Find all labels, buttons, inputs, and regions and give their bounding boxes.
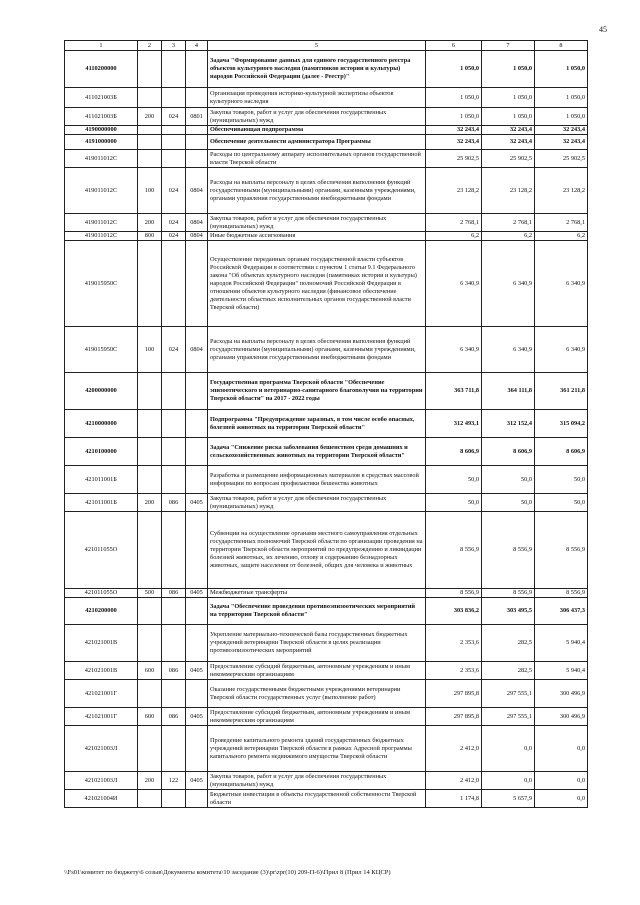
- row-description: Предоставление субсидий бюджетным, автономным учреждениям и иным некоммерческим организациям: [208, 708, 426, 726]
- row-value-col6: 23 128,2: [426, 168, 482, 214]
- row-description: Расходы на выплаты персоналу в целях обеспечения выполнения функций государственными (муниципальными) органами, казенными учреждениями, органами управления государственными внебюджетными фондами: [208, 168, 426, 214]
- table-row: [65, 598, 588, 625]
- row-value-col6: 6 340,9: [426, 241, 482, 327]
- row-value-col7: 50,0: [482, 494, 535, 512]
- row-value-col6: 2 412,0: [426, 726, 482, 772]
- row-value-col6: 2 353,6: [426, 625, 482, 662]
- row-value-col8: 0,0: [535, 790, 588, 808]
- row-section: [138, 438, 162, 466]
- row-ministry: [162, 135, 186, 150]
- row-section: [138, 625, 162, 662]
- row-code: 411021003Б: [65, 108, 138, 126]
- row-description: Подпрограмма "Предупреждение заразных, в том числе особо опасных, болезней животных на территории Тверской области": [208, 410, 426, 438]
- row-value-col6: 1 050,0: [426, 88, 482, 108]
- row-ministry: [162, 410, 186, 438]
- row-subsection: [186, 410, 208, 438]
- row-code: 421021001Г: [65, 708, 138, 726]
- row-ministry: [162, 150, 186, 168]
- row-description: Расходы по центральному аппарату исполнительных органов государственной власти Тверской области: [208, 150, 426, 168]
- row-subsection: [186, 135, 208, 150]
- row-section: [138, 790, 162, 808]
- row-value-col8: 32 243,4: [535, 135, 588, 150]
- row-description: Иные бюджетные ассигнования: [208, 232, 426, 241]
- row-subsection: [186, 512, 208, 589]
- table-row: [65, 214, 588, 232]
- table-row: [65, 726, 588, 772]
- row-ministry: 024: [162, 214, 186, 232]
- row-value-col7: 303 495,5: [482, 598, 535, 625]
- row-value-col7: 6 340,9: [482, 241, 535, 327]
- row-value-col7: 8 556,9: [482, 512, 535, 589]
- row-ministry: 086: [162, 589, 186, 598]
- row-code: 421021001В: [65, 625, 138, 662]
- row-description: Расходы на выплаты персоналу в целях обеспечения выполнения функций государственными (муниципальными) органами, казенными учреждениями, органами управления государственными внебюджетными фондами: [208, 327, 426, 373]
- row-value-col6: 50,0: [426, 466, 482, 494]
- row-subsection: [186, 88, 208, 108]
- row-description: Государственная программа Тверской области "Обеспечение эпизоотического и ветеринарно-санитарного благополучия на территории Тверской области" на 2017 - 2022 годы: [208, 373, 426, 410]
- row-value-col7: 8 556,9: [482, 589, 535, 598]
- row-subsection: 0405: [186, 494, 208, 512]
- row-section: 800: [138, 232, 162, 241]
- row-ministry: [162, 51, 186, 88]
- row-value-col7: 6 340,9: [482, 327, 535, 373]
- row-value-col7: 0,0: [482, 726, 535, 772]
- row-description: Закупка товаров, работ и услуг для обеспечения государственных (муниципальных) нужд: [208, 772, 426, 790]
- table-row: [65, 232, 588, 241]
- footer-file-path: \\Fs01\комитет по бюджету\6 созыв\Документы комитета\10 заседание (3)\pr\zpr(10) 209-П-6)\Прил 8 (Прил 14 КЦСР): [64, 869, 391, 876]
- row-value-col8: 23 128,2: [535, 168, 588, 214]
- row-value-col6: 8 556,9: [426, 589, 482, 598]
- row-ministry: [162, 438, 186, 466]
- row-value-col8: 315 094,2: [535, 410, 588, 438]
- column-header: 1: [65, 41, 138, 51]
- row-section: 200: [138, 108, 162, 126]
- column-header: 6: [426, 41, 482, 51]
- row-code: 4210000000: [65, 410, 138, 438]
- table-row: [65, 126, 588, 135]
- row-code: 421011055О: [65, 512, 138, 589]
- row-value-col8: 6,2: [535, 232, 588, 241]
- table-row: [65, 589, 588, 598]
- row-subsection: [186, 126, 208, 135]
- row-ministry: [162, 625, 186, 662]
- row-section: [138, 410, 162, 438]
- page-number: 45: [599, 25, 607, 34]
- row-value-col8: 1 050,0: [535, 88, 588, 108]
- row-subsection: [186, 150, 208, 168]
- row-value-col7: 25 902,5: [482, 150, 535, 168]
- row-section: [138, 126, 162, 135]
- row-value-col7: 297 555,1: [482, 680, 535, 708]
- table-row: [65, 135, 588, 150]
- row-subsection: [186, 726, 208, 772]
- row-subsection: [186, 438, 208, 466]
- row-code: 4191000000: [65, 135, 138, 150]
- row-value-col8: 50,0: [535, 494, 588, 512]
- row-value-col8: 32 243,4: [535, 126, 588, 135]
- row-section: 100: [138, 327, 162, 373]
- column-header: 7: [482, 41, 535, 51]
- table-row: [65, 772, 588, 790]
- row-code: 419011012С: [65, 232, 138, 241]
- row-description: Осуществление переданных органам государственной власти субъектов Российской Федерации в соответствии с пунктом 1 статьи 9.1 Федерального закона "Об объектах культурного наследия (памятниках истории и культуры) народов Российской Федерации" полномочий Российской Федерации в отношении объектов культурного наследия (финансовое обеспечение деятельности областных исполнительных органов государственной власти Тверской области): [208, 241, 426, 327]
- row-subsection: 0804: [186, 214, 208, 232]
- row-subsection: [186, 51, 208, 88]
- row-subsection: 0801: [186, 108, 208, 126]
- row-value-col6: 1 174,8: [426, 790, 482, 808]
- row-code: 419015950С: [65, 241, 138, 327]
- row-section: 200: [138, 214, 162, 232]
- row-description: Обеспечивающая подпрограмма: [208, 126, 426, 135]
- row-code: 4200000000: [65, 373, 138, 410]
- row-value-col7: 297 555,1: [482, 708, 535, 726]
- row-section: 200: [138, 772, 162, 790]
- table-row: [65, 466, 588, 494]
- row-ministry: 024: [162, 108, 186, 126]
- row-section: [138, 512, 162, 589]
- row-section: [138, 726, 162, 772]
- table-row: [65, 373, 588, 410]
- row-value-col7: 1 050,0: [482, 51, 535, 88]
- row-section: [138, 680, 162, 708]
- row-section: 600: [138, 662, 162, 680]
- row-section: [138, 466, 162, 494]
- row-ministry: [162, 726, 186, 772]
- row-section: 200: [138, 494, 162, 512]
- row-value-col7: 6,2: [482, 232, 535, 241]
- row-value-col6: 2 353,6: [426, 662, 482, 680]
- row-code: 421021003Л: [65, 772, 138, 790]
- row-value-col8: 8 606,9: [535, 438, 588, 466]
- row-value-col7: 282,5: [482, 625, 535, 662]
- row-section: [138, 373, 162, 410]
- row-section: [138, 241, 162, 327]
- row-ministry: 122: [162, 772, 186, 790]
- row-section: [138, 598, 162, 625]
- row-value-col8: 361 211,8: [535, 373, 588, 410]
- row-value-col6: 32 243,4: [426, 126, 482, 135]
- row-code: 4210200000: [65, 598, 138, 625]
- row-description: Организация проведения историко-культурной экспертизы объектов культурного наследия: [208, 88, 426, 108]
- table-row: [65, 662, 588, 680]
- table-row: [65, 410, 588, 438]
- row-value-col7: 23 128,2: [482, 168, 535, 214]
- row-value-col8: 2 768,1: [535, 214, 588, 232]
- row-ministry: [162, 126, 186, 135]
- row-description: Задача "Снижение риска заболевания бешенством среди домашних и сельскохозяйственных животных на территории Тверской области": [208, 438, 426, 466]
- row-ministry: [162, 598, 186, 625]
- row-value-col8: 1 050,0: [535, 51, 588, 88]
- row-value-col6: 50,0: [426, 494, 482, 512]
- row-subsection: 0405: [186, 708, 208, 726]
- row-value-col7: 5 657,9: [482, 790, 535, 808]
- row-subsection: [186, 790, 208, 808]
- row-value-col7: 1 050,0: [482, 108, 535, 126]
- row-value-col6: 303 836,2: [426, 598, 482, 625]
- row-value-col8: 25 902,5: [535, 150, 588, 168]
- row-description: Проведение капитального ремонта зданий государственных бюджетных учреждений ветеринарии Тверской области в рамках Адресной программы капитального ремонта недвижимого имущества Тверской области: [208, 726, 426, 772]
- row-code: 421021003Л: [65, 726, 138, 772]
- row-description: Задача "Обеспечение проведения противоэпизоотических мероприятий на территории Тверской области": [208, 598, 426, 625]
- row-description: Закупка товаров, работ и услуг для обеспечения государственных (муниципальных) нужд: [208, 494, 426, 512]
- row-ministry: [162, 466, 186, 494]
- row-section: [138, 150, 162, 168]
- row-code: 421011001Б: [65, 466, 138, 494]
- row-value-col6: 2 768,1: [426, 214, 482, 232]
- row-value-col7: 2 768,1: [482, 214, 535, 232]
- row-description: Укрепление материально-технической базы государственных бюджетных учреждений ветеринарии Тверской области в целях реализации противоэпизоотических мероприятий: [208, 625, 426, 662]
- row-value-col7: 0,0: [482, 772, 535, 790]
- row-description: Закупка товаров, работ и услуг для обеспечения государственных (муниципальных) нужд: [208, 108, 426, 126]
- row-ministry: [162, 241, 186, 327]
- row-code: 419011012С: [65, 214, 138, 232]
- row-value-col8: 6 340,9: [535, 241, 588, 327]
- row-value-col6: 297 895,8: [426, 680, 482, 708]
- budget-table: [64, 40, 588, 808]
- row-value-col7: 32 243,4: [482, 126, 535, 135]
- row-subsection: 0405: [186, 772, 208, 790]
- row-code: 421011055О: [65, 589, 138, 598]
- row-description: Субвенции на осуществление органами местного самоуправления отдельных государственных полномочий Тверской области по организации проведения на территории Тверской области мероприятий по предупреждению и ликвидации болезней животных, их лечению, отлову и содержанию безнадзорных животных, защите населения от болезней, общих для человека и животных: [208, 512, 426, 589]
- row-value-col6: 6 340,9: [426, 327, 482, 373]
- table-row: [65, 512, 588, 589]
- row-value-col6: 1 050,0: [426, 108, 482, 126]
- row-code: 4190000000: [65, 126, 138, 135]
- row-subsection: 0804: [186, 168, 208, 214]
- row-code: 419011012С: [65, 168, 138, 214]
- table-row: [65, 494, 588, 512]
- table-row: [65, 625, 588, 662]
- row-code: 419015950С: [65, 327, 138, 373]
- column-header: 5: [208, 41, 426, 51]
- row-section: [138, 51, 162, 88]
- row-value-col6: 297 895,8: [426, 708, 482, 726]
- table-row: [65, 108, 588, 126]
- table-row: [65, 241, 588, 327]
- row-subsection: 0804: [186, 232, 208, 241]
- row-ministry: [162, 512, 186, 589]
- row-subsection: [186, 680, 208, 708]
- row-code: 419011012С: [65, 150, 138, 168]
- column-header: 4: [186, 41, 208, 51]
- row-value-col6: 363 711,8: [426, 373, 482, 410]
- row-ministry: 086: [162, 494, 186, 512]
- row-value-col8: 6 340,9: [535, 327, 588, 373]
- row-description: Закупка товаров, работ и услуг для обеспечения государственных (муниципальных) нужд: [208, 214, 426, 232]
- column-header: 8: [535, 41, 588, 51]
- row-subsection: [186, 625, 208, 662]
- table-row: [65, 708, 588, 726]
- column-header: 3: [162, 41, 186, 51]
- row-value-col8: 0,0: [535, 772, 588, 790]
- table-row: [65, 150, 588, 168]
- row-ministry: [162, 790, 186, 808]
- row-value-col6: 312 493,1: [426, 410, 482, 438]
- row-code: 421021004И: [65, 790, 138, 808]
- row-value-col6: 6,2: [426, 232, 482, 241]
- row-ministry: 024: [162, 327, 186, 373]
- row-ministry: 024: [162, 232, 186, 241]
- row-subsection: [186, 241, 208, 327]
- row-value-col8: 0,0: [535, 726, 588, 772]
- row-section: 100: [138, 168, 162, 214]
- row-subsection: [186, 373, 208, 410]
- row-value-col7: 282,5: [482, 662, 535, 680]
- table-row: [65, 327, 588, 373]
- row-value-col8: 300 496,9: [535, 708, 588, 726]
- row-value-col6: 8 606,9: [426, 438, 482, 466]
- row-subsection: 0405: [186, 662, 208, 680]
- table-row: [65, 680, 588, 708]
- row-section: 600: [138, 708, 162, 726]
- column-header: 2: [138, 41, 162, 51]
- row-code: 421021001В: [65, 662, 138, 680]
- row-section: 500: [138, 589, 162, 598]
- row-value-col8: 1 050,0: [535, 108, 588, 126]
- row-value-col8: 8 556,9: [535, 589, 588, 598]
- row-value-col7: 312 152,4: [482, 410, 535, 438]
- row-value-col7: 32 243,4: [482, 135, 535, 150]
- row-value-col6: 2 412,0: [426, 772, 482, 790]
- row-code: 4110200000: [65, 51, 138, 88]
- row-value-col8: 8 556,9: [535, 512, 588, 589]
- row-code: 421021001Г: [65, 680, 138, 708]
- row-ministry: 086: [162, 662, 186, 680]
- row-ministry: [162, 88, 186, 108]
- row-description: Разработка и размещение информационных материалов в средствах массовой информации по вопросам профилактики бешенства животных: [208, 466, 426, 494]
- row-value-col8: 50,0: [535, 466, 588, 494]
- row-value-col6: 8 556,9: [426, 512, 482, 589]
- row-ministry: 024: [162, 168, 186, 214]
- table-row: [65, 438, 588, 466]
- row-code: 411021003Б: [65, 88, 138, 108]
- row-value-col6: 32 243,4: [426, 135, 482, 150]
- row-ministry: [162, 373, 186, 410]
- row-value-col8: 5 940,4: [535, 662, 588, 680]
- row-section: [138, 88, 162, 108]
- row-ministry: 086: [162, 708, 186, 726]
- row-description: Оказание государственными бюджетными учреждениями ветеринарии Тверской области государственных услуг (выполнение работ): [208, 680, 426, 708]
- row-description: Задача "Формирование данных для единого государственного реестра объектов культурного наследия (памятников истории и культуры) народов Российской Федерации (далее - Реестр)": [208, 51, 426, 88]
- table-row: [65, 790, 588, 808]
- row-value-col8: 306 437,3: [535, 598, 588, 625]
- row-subsection: [186, 466, 208, 494]
- row-value-col6: 1 050,0: [426, 51, 482, 88]
- row-value-col8: 5 940,4: [535, 625, 588, 662]
- row-subsection: 0405: [186, 589, 208, 598]
- row-subsection: [186, 598, 208, 625]
- table-row: [65, 51, 588, 88]
- row-section: [138, 135, 162, 150]
- row-subsection: 0804: [186, 327, 208, 373]
- row-code: 421011001Б: [65, 494, 138, 512]
- row-description: Предоставление субсидий бюджетным, автономным учреждениям и иным некоммерческим организациям: [208, 662, 426, 680]
- table-row: [65, 168, 588, 214]
- row-description: Бюджетные инвестиции в объекты государственной собственности Тверской области: [208, 790, 426, 808]
- row-value-col7: 364 111,8: [482, 373, 535, 410]
- row-value-col7: 8 606,9: [482, 438, 535, 466]
- table-row: [65, 88, 588, 108]
- row-ministry: [162, 680, 186, 708]
- row-code: 4210100000: [65, 438, 138, 466]
- row-value-col7: 50,0: [482, 466, 535, 494]
- row-value-col8: 300 496,9: [535, 680, 588, 708]
- row-description: Межбюджетные трансферты: [208, 589, 426, 598]
- row-value-col7: 1 050,0: [482, 88, 535, 108]
- header-row: [65, 41, 588, 51]
- row-description: Обеспечение деятельности администратора Программы: [208, 135, 426, 150]
- row-value-col6: 25 902,5: [426, 150, 482, 168]
